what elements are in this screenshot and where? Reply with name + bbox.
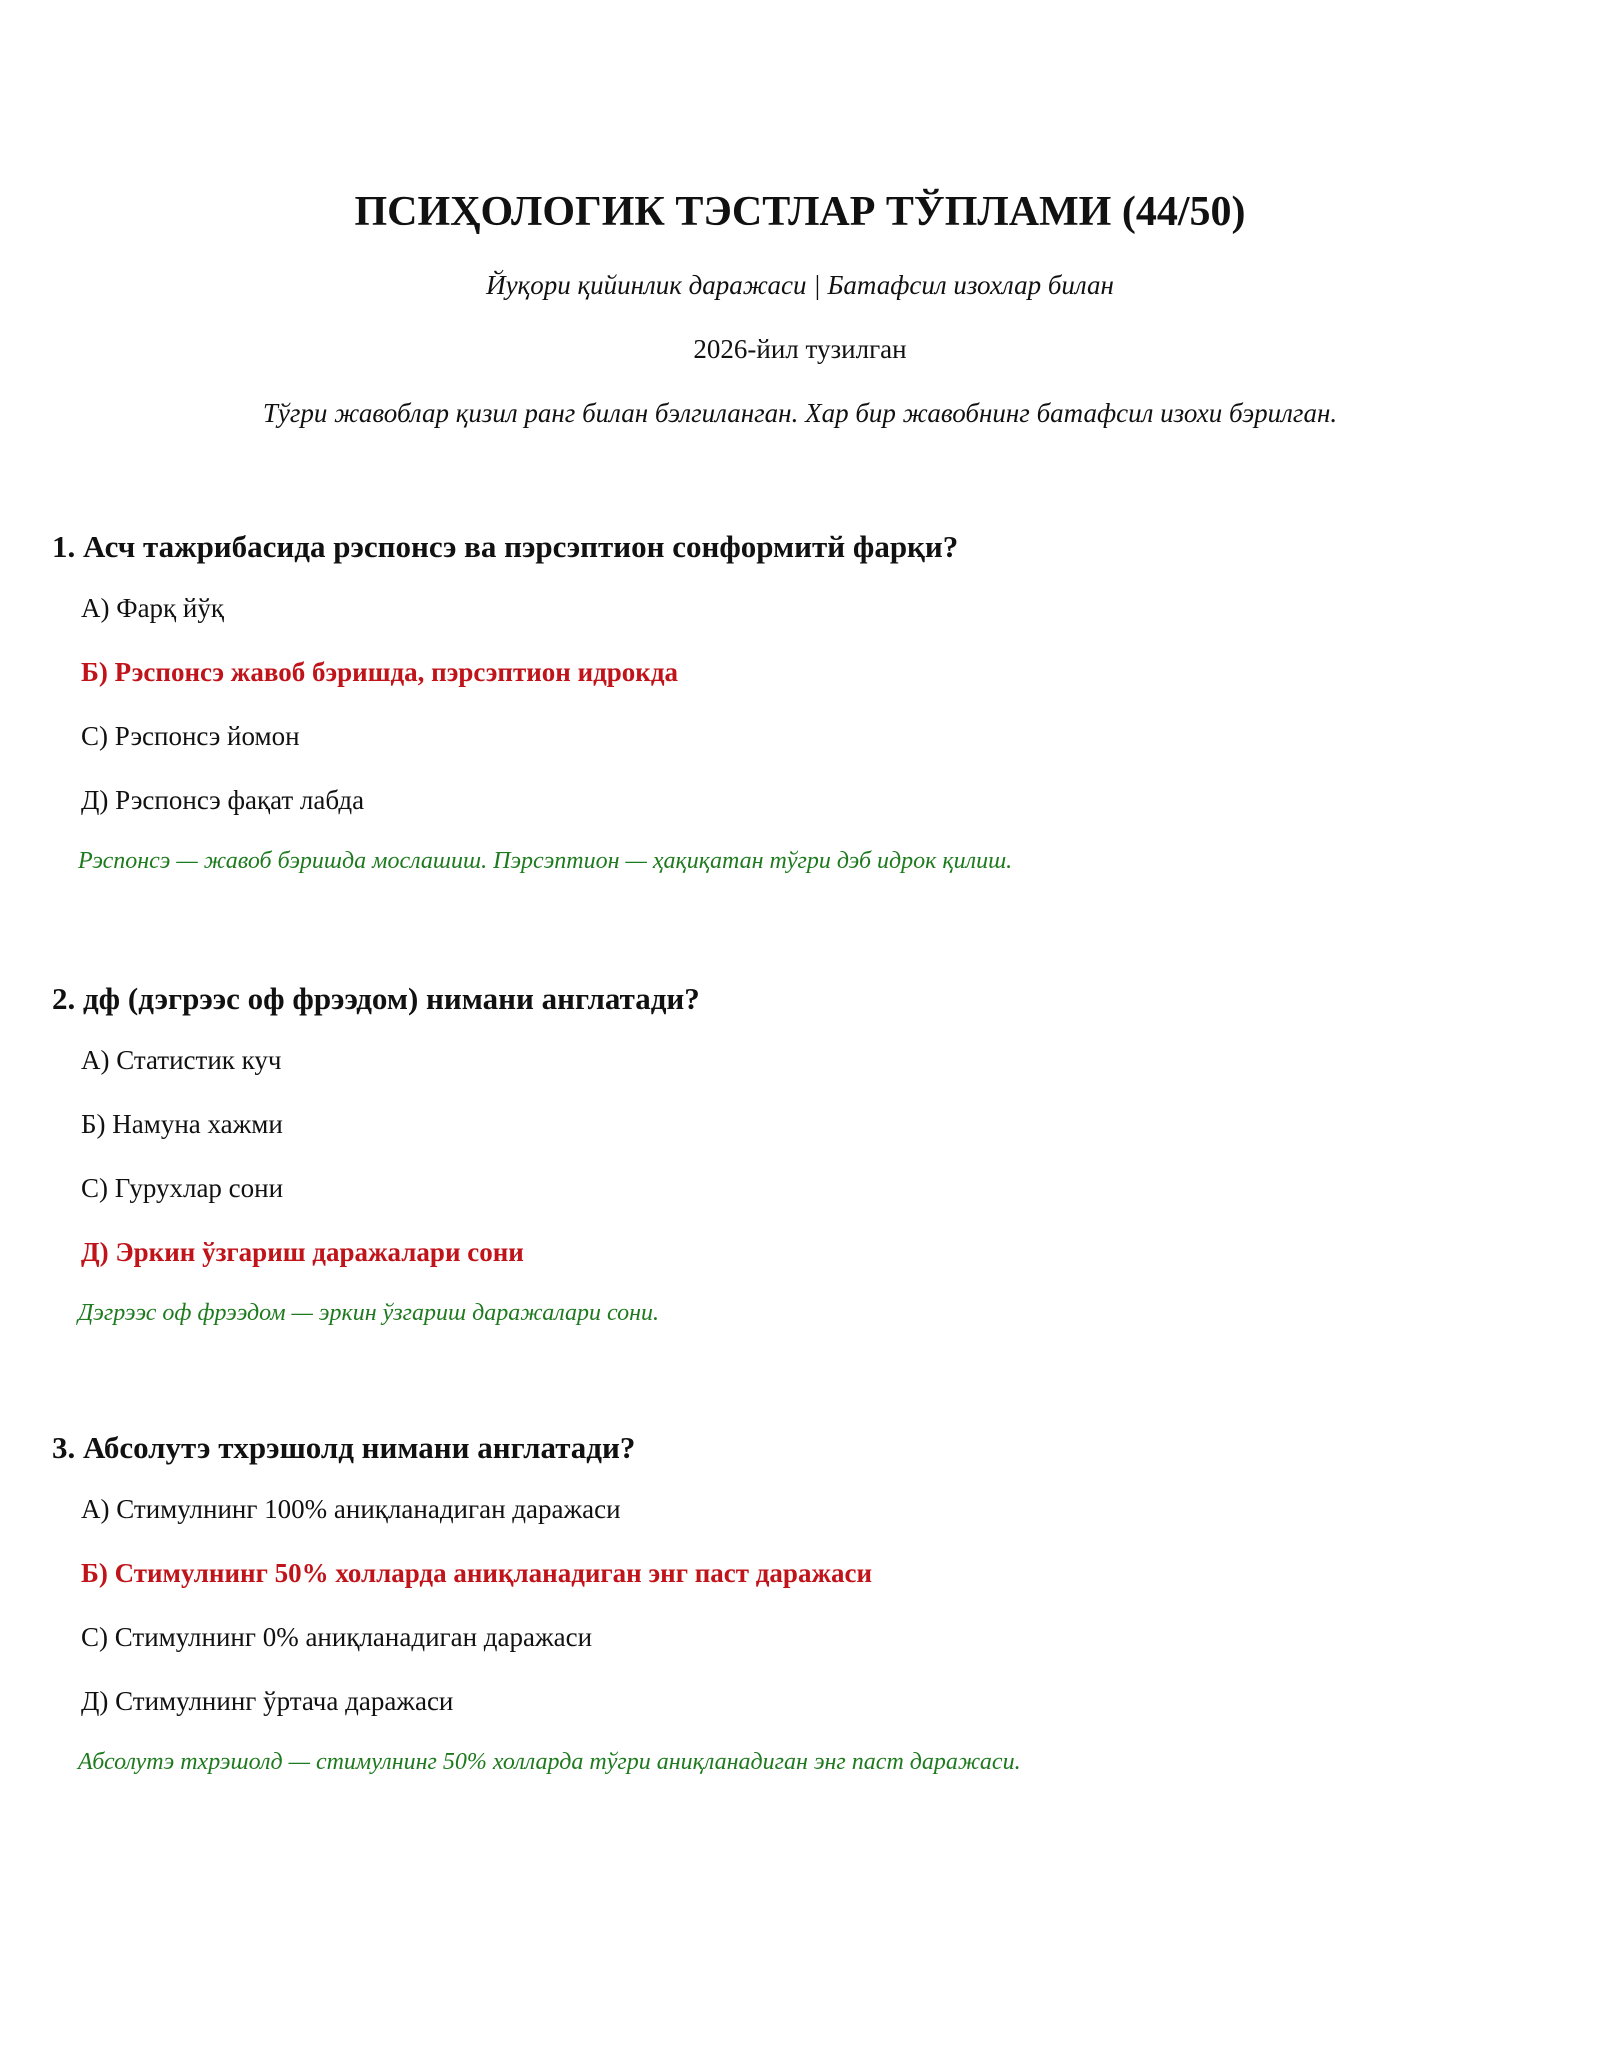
- answer-explanation: Дэгрээс оф фрээдом — эркин ўзгариш даражалари сони.: [78, 1300, 659, 1326]
- answer-option-c: С) Гурухлар сони: [81, 1173, 284, 1203]
- answer-option-c: С) Стимулнинг 0% аниқланадиган даражаси: [81, 1622, 593, 1652]
- page-title: ПСИҲОЛОГИК ТЭСТЛАР ТЎПЛАМИ (44/50): [354, 189, 1246, 235]
- answer-option-d: Д) Стимулнинг ўртача даражаси: [81, 1686, 454, 1716]
- correct-answer-option-b: Б) Стимулнинг 50% холларда аниқланадиган энг паст даражаси: [81, 1558, 873, 1588]
- question-text: 2. дф (дэгрээс оф фрээдом) нимани англатади?: [52, 981, 700, 1016]
- question-block-1: [52, 527, 1552, 877]
- answer-key-note: Тўгри жавоблар қизил ранг билан бэлгиланган. Хар бир жавобнинг батафсил изохи бэрилган.: [262, 398, 1338, 428]
- answer-option-a: А) Стимулнинг 100% аниқланадиган даражаси: [81, 1494, 621, 1524]
- answer-explanation: Абсолутэ тхрэшолд — стимулнинг 50% холларда тўгри аниқланадиган энг паст даражаси.: [78, 1749, 1021, 1775]
- answer-option-c: С) Рэспонсэ йомон: [81, 721, 300, 751]
- correct-answer-option-b: Б) Рэспонсэ жавоб бэришда, пэрсэптион идрокда: [81, 657, 679, 687]
- question-block-3: [52, 1428, 1552, 1778]
- page-subtitle: Йуқори қийинлик даражаси | Батафсил изохлар билан: [486, 270, 1114, 300]
- compiled-date: 2026-йил тузилган: [693, 334, 907, 364]
- answer-option-b: Б) Намуна хажми: [81, 1109, 283, 1139]
- question-text: 1. Асч тажрибасида рэспонсэ ва пэрсэптион сонформитй фарқи?: [52, 529, 959, 564]
- correct-answer-option-d: Д) Эркин ўзгариш даражалари сони: [81, 1237, 524, 1267]
- question-block-2: [52, 979, 1552, 1329]
- question-text: 3. Абсолутэ тхрэшолд нимани англатади?: [52, 1430, 636, 1465]
- answer-option-a: А) Фарқ йўқ: [81, 593, 224, 623]
- answer-explanation: Рэспонсэ — жавоб бэришда мослашиш. Пэрсэптион — ҳақиқатан тўгри дэб идрок қилиш.: [78, 848, 1013, 874]
- answer-option-a: А) Статистик куч: [81, 1045, 282, 1075]
- answer-option-d: Д) Рэспонсэ фақат лабда: [81, 785, 365, 815]
